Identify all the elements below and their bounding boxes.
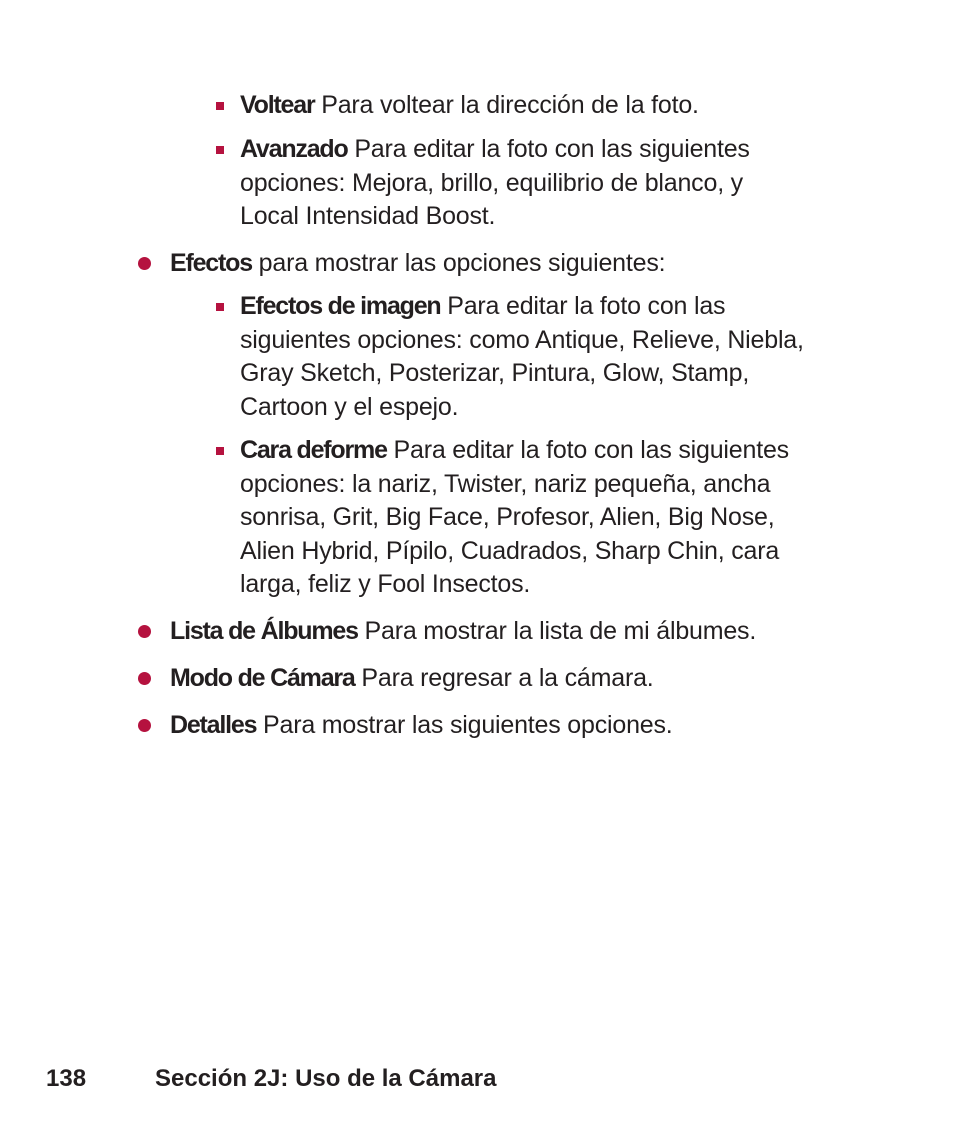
list-item-efectos xyxy=(170,247,890,281)
item-term: Efectos xyxy=(170,249,252,277)
list-item-efectos-de-imagen xyxy=(240,290,880,424)
list-item-lista-de-albumes xyxy=(170,615,890,649)
item-term: Cara deforme xyxy=(240,436,387,464)
list-item-cara-deforme xyxy=(240,434,880,602)
item-description-line: opciones: la nariz, Twister, nariz pequeña, ancha xyxy=(240,469,771,498)
square-bullet-icon xyxy=(216,146,224,154)
item-term: Avanzado xyxy=(240,135,348,163)
item-term: Voltear xyxy=(240,91,315,119)
item-description: Para mostrar las siguientes opciones. xyxy=(263,711,673,739)
item-description: Para editar la foto con las xyxy=(447,292,726,320)
item-description: Para editar la foto con las siguientes xyxy=(393,436,789,464)
item-description: Para mostrar la lista de mi álbumes. xyxy=(364,617,757,645)
item-description-line: Alien Hybrid, Pípilo, Cuadrados, Sharp Chin, cara xyxy=(240,536,780,565)
item-term: Lista de Álbumes xyxy=(170,617,358,645)
item-description-line: siguientes opciones: como Antique, Relieve, Niebla, xyxy=(240,325,804,354)
item-description-line: Gray Sketch, Posterizar, Pintura, Glow, Stamp, xyxy=(240,359,750,387)
round-bullet-icon xyxy=(138,625,151,638)
item-description-line: sonrisa, Grit, Big Face, Profesor, Alien, Big Nose, xyxy=(240,503,775,531)
item-description: Para editar la foto con las siguientes xyxy=(354,135,750,163)
item-description: Para regresar a la cámara. xyxy=(361,664,654,692)
list-item-detalles xyxy=(170,709,890,743)
list-item-modo-de-camara xyxy=(170,662,890,696)
item-description-line: larga, feliz y Fool Insectos. xyxy=(240,570,531,598)
square-bullet-icon xyxy=(216,102,224,110)
section-title: Sección 2J: Uso de la Cámara xyxy=(155,1065,497,1092)
square-bullet-icon xyxy=(216,303,224,311)
item-description-line: Local Intensidad Boost. xyxy=(240,202,496,230)
item-description-line: opciones: Mejora, brillo, equilibrio de blanco, y xyxy=(240,168,743,197)
list-item-avanzado xyxy=(240,133,880,234)
item-term: Efectos de imagen xyxy=(240,292,441,320)
item-description: para mostrar las opciones siguientes: xyxy=(258,249,666,277)
list-item-voltear xyxy=(240,89,880,123)
item-term: Modo de Cámara xyxy=(170,664,355,692)
square-bullet-icon xyxy=(216,447,224,455)
item-description: Para voltear la dirección de la foto. xyxy=(321,91,699,119)
round-bullet-icon xyxy=(138,672,151,685)
item-description-line: Cartoon y el espejo. xyxy=(240,392,459,421)
round-bullet-icon xyxy=(138,257,151,270)
round-bullet-icon xyxy=(138,719,151,732)
item-term: Detalles xyxy=(170,711,257,739)
page-number: 138 xyxy=(46,1065,87,1092)
